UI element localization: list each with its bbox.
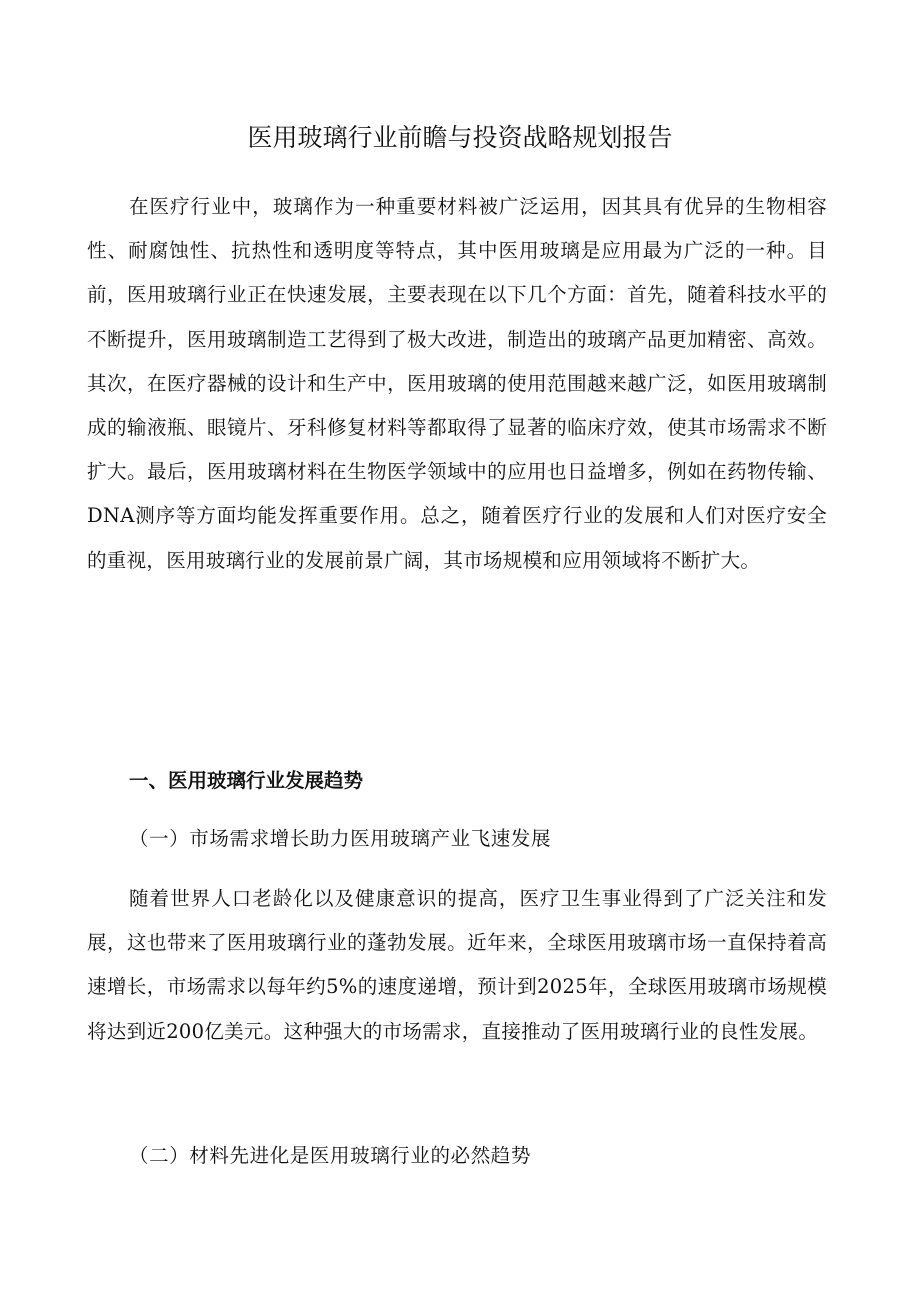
section-heading: 一、医用玻璃行业发展趋势 xyxy=(129,769,364,792)
subsection-heading-1: （一）市场需求增长助力医用玻璃产业飞速发展 xyxy=(129,827,552,850)
document-title: 医用玻璃行业前瞻与投资战略规划报告 xyxy=(247,123,673,152)
intro-paragraph: 在医疗行业中，玻璃作为一种重要材料被广泛运用，因其具有优异的生物相容性、耐腐蚀性、抗热性和透明度等特点，其中医用玻璃是应用最为广泛的一种。目前，医用玻璃行业正在快速发展，主要表现在以下几个方面：首先，随着科技水平的不断提升，医用玻璃制造工艺得到了极大改进，制造出的玻璃产品更加精密、高效。其次，在医疗器械的设计和生产中，医用玻璃的使用范围越来越广泛，如医用玻璃制成的输液瓶、眼镜片、牙科修复材料等都取得了显著的临床疗效，使其市场需求不断扩大。最后，医用玻璃材料在生物医学领域中的应用也日益增多，例如在药物传输、DNA测序等方面均能发挥重要作用。总之，随着医疗行业的发展和人们对医疗安全的重视，医用玻璃行业的发展前景广阔，其市场规模和应用领域将不断扩大。 xyxy=(87,195,827,572)
market-demand-paragraph: 随着世界人口老龄化以及健康意识的提高，医疗卫生事业得到了广泛关注和发展，这也带来了医用玻璃行业的蓬勃发展。近年来，全球医用玻璃市场一直保持着高速增长，市场需求以每年约5%的速度递增，预计到2025年，全球医用玻璃市场规模将达到近200亿美元。这种强大的市场需求，直接推动了医用玻璃行业的良性发展。 xyxy=(87,887,827,1043)
subsection-heading-2: （二）材料先进化是医用玻璃行业的必然趋势 xyxy=(129,1144,532,1167)
